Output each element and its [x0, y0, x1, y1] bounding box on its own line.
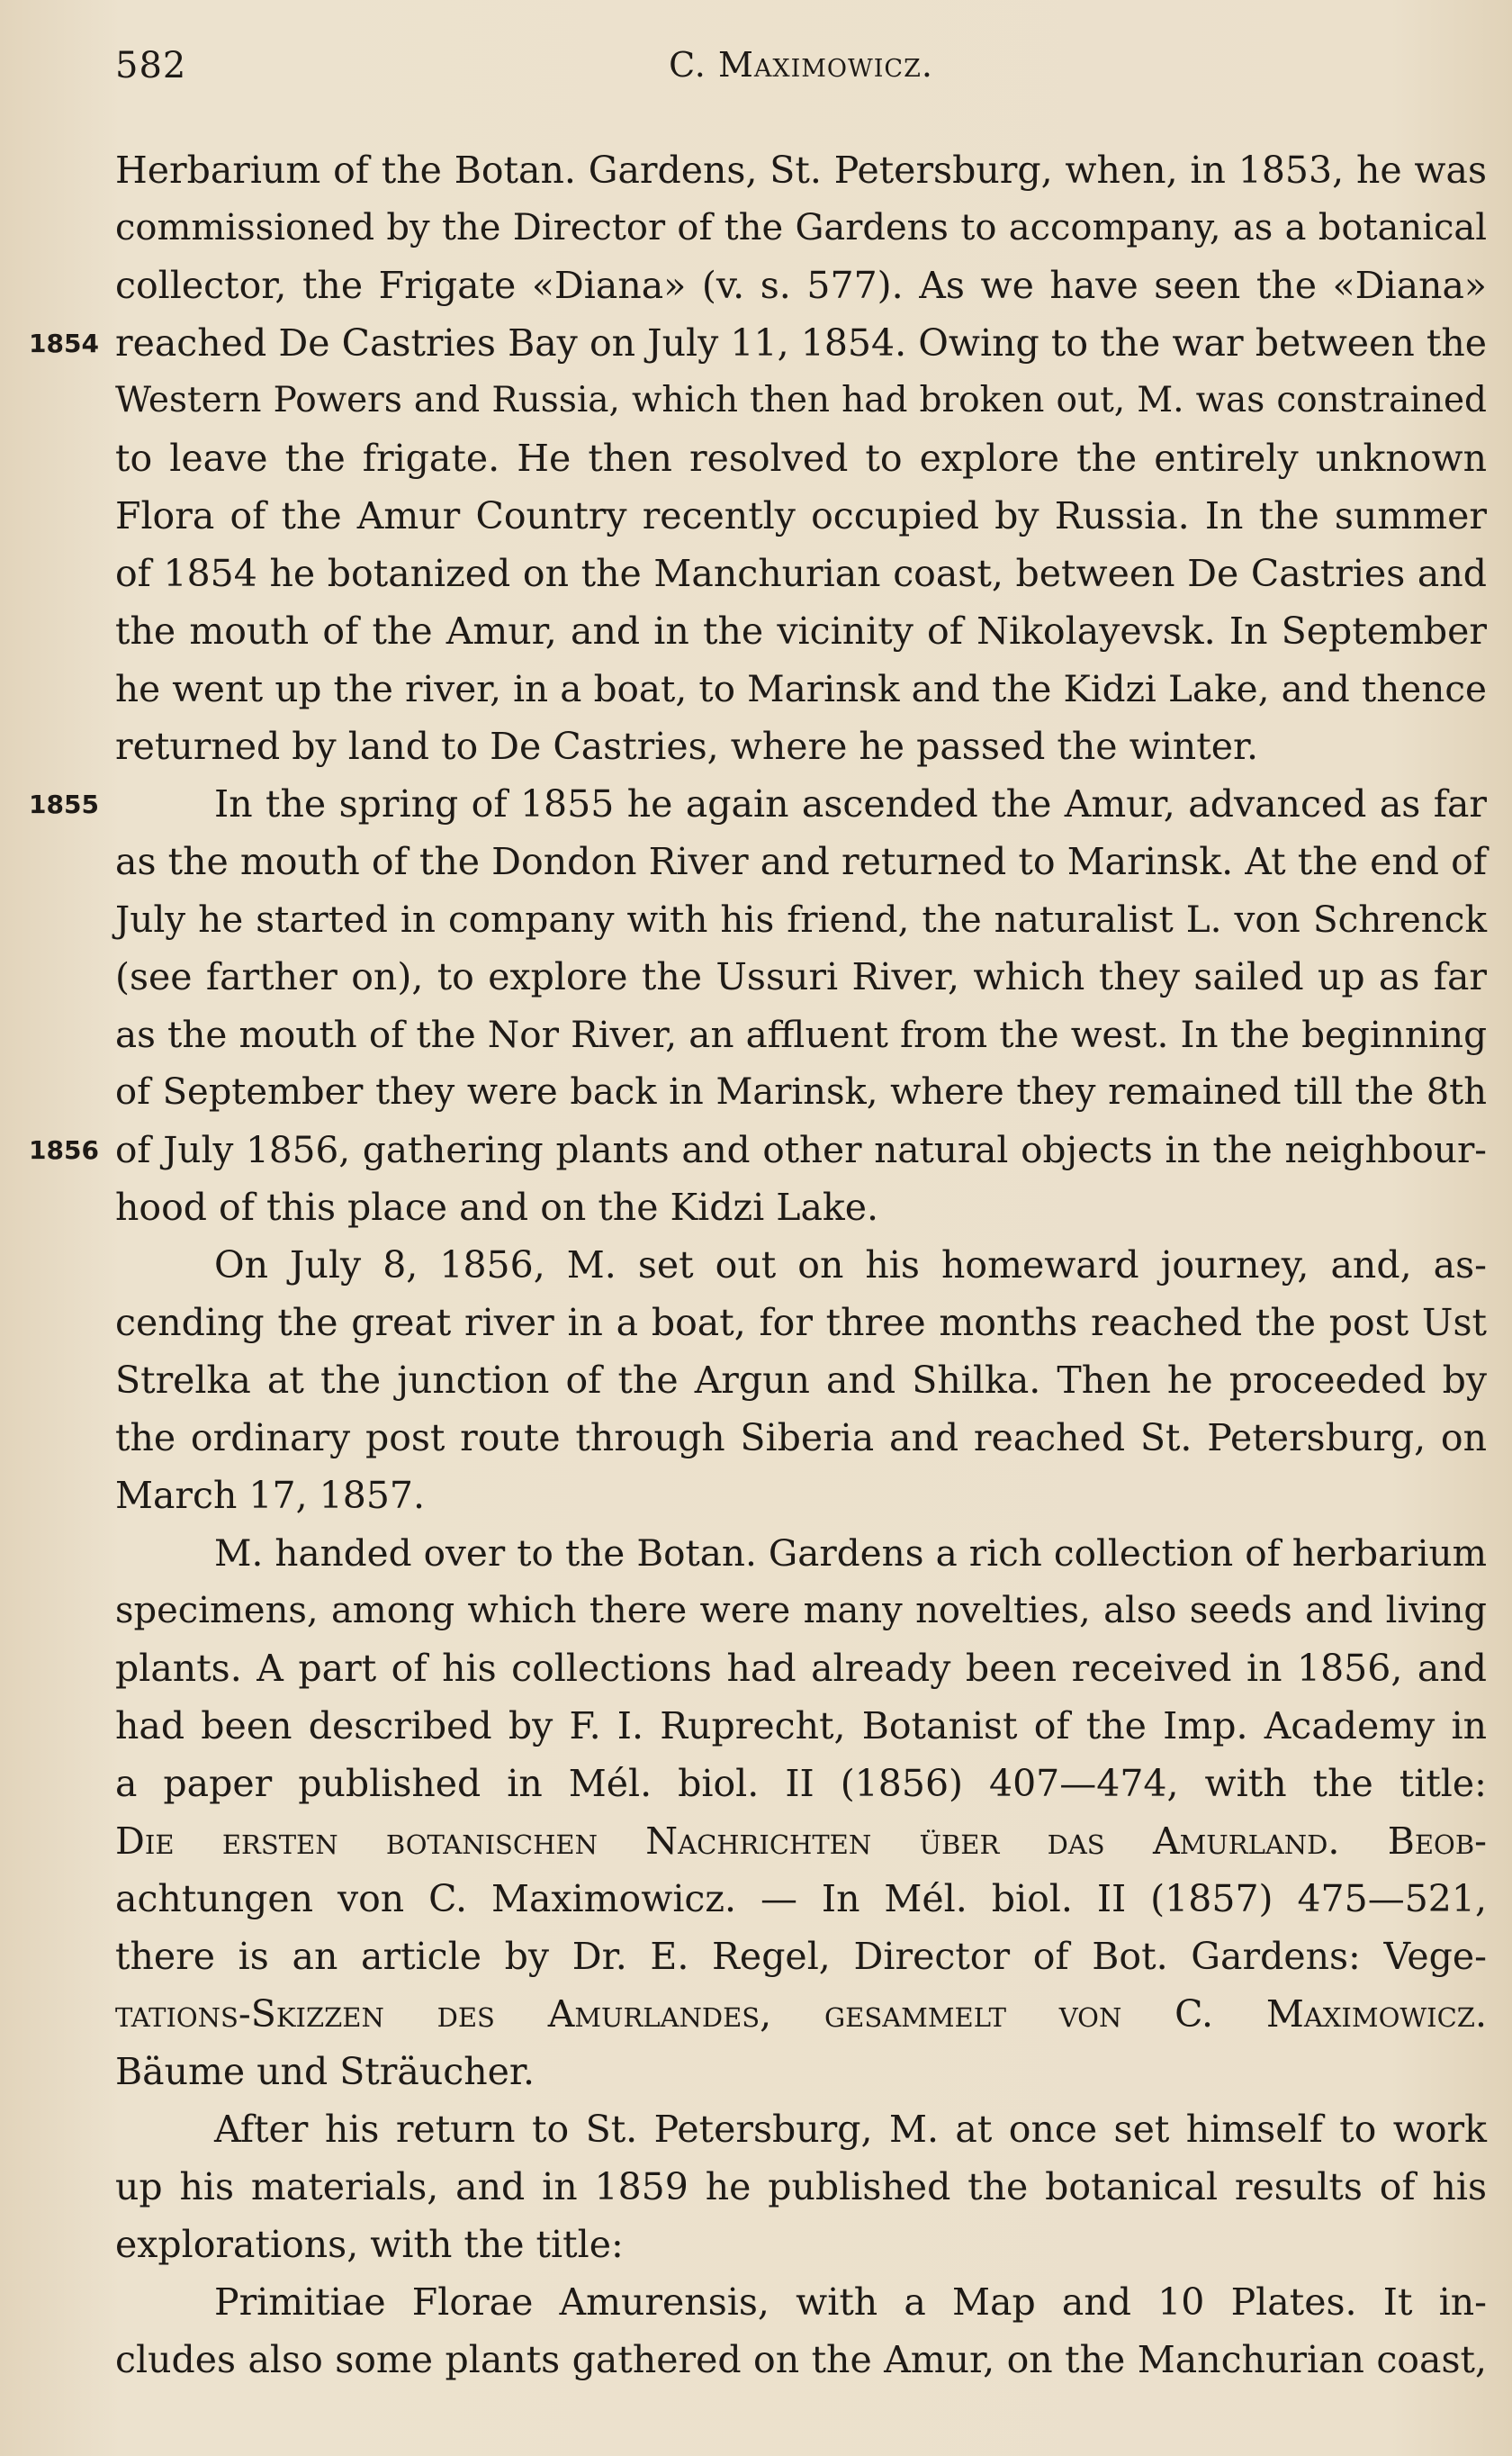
text-line: Western Powers and Russia, which then had broken out, M. was constrained: [115, 380, 1487, 420]
text-line: a paper published in Mél. biol. II (1856) 407—474, with the title:: [115, 1762, 1487, 1805]
text-line: of 1854 he botanized on the Manchurian coast, between De Castries and: [115, 552, 1487, 595]
text-line: hood of this place and on the Kidzi Lake.: [115, 1186, 879, 1229]
text-line: (see farther on), to explore the Ussuri River, which they sailed up as far: [115, 955, 1487, 998]
text-line: tations-Skizzen des Amurlandes, gesammelt von C. Maximowicz.: [115, 1992, 1487, 2036]
text-line: returned by land to De Castries, where he passed the winter.: [115, 725, 1259, 768]
text-line: of September they were back in Marinsk, where they remained till the 8th: [115, 1071, 1487, 1113]
text-line: plants. A part of his collections had already been received in 1856, and: [115, 1647, 1487, 1690]
margin-year-1855: 1855: [29, 790, 99, 819]
text-line: On July 8, 1856, M. set out on his homeward journey, and, as-: [214, 1243, 1487, 1287]
text-line: the mouth of the Amur, and in the vicinity of Nikolayevsk. In September: [115, 609, 1487, 653]
text-line: explorations, with the title:: [115, 2223, 624, 2266]
text-line: up his materials, and in 1859 he published the botanical results of his: [115, 2165, 1487, 2208]
text-line: March 17, 1857.: [115, 1474, 426, 1517]
text-line: of July 1856, gathering plants and other natural objects in the neighbour-: [115, 1128, 1487, 1171]
page-header: [115, 45, 1487, 103]
text-line: After his return to St. Petersburg, M. at once set himself to work: [214, 2108, 1487, 2151]
text-line: collector, the Frigate «Diana» (v. s. 577). As we have seen the «Diana»: [115, 264, 1487, 307]
body-text: [115, 141, 1487, 2388]
text-line: as the mouth of the Nor River, an affluent from the west. In the beginning: [115, 1013, 1487, 1056]
text-line: reached De Castries Bay on July 11, 1854. Owing to the war between the: [115, 321, 1487, 365]
text-line: the ordinary post route through Siberia and reached St. Petersburg, on: [115, 1416, 1487, 1459]
text-line: cludes also some plants gathered on the Amur, on the Manchurian coast,: [115, 2338, 1487, 2381]
text-line: commissioned by the Director of the Gardens to accompany, as a botanical: [115, 207, 1487, 248]
text-line: In the spring of 1855 he again ascended the Amur, advanced as far: [214, 782, 1487, 826]
text-line: Strelka at the junction of the Argun and Shilka. Then he proceeded by: [115, 1359, 1487, 1402]
text-line: there is an article by Dr. E. Regel, Director of Bot. Gardens: Vege-: [115, 1935, 1487, 1978]
text-line: he went up the river, in a boat, to Marinsk and the Kidzi Lake, and thence: [115, 667, 1487, 710]
running-title: C. Maximowicz.: [669, 45, 933, 85]
text-line: cending the great river in a boat, for three months reached the post Ust: [115, 1301, 1487, 1344]
text-line: specimens, among which there were many novelties, also seeds and living: [115, 1590, 1487, 1631]
text-line: Primitiae Florae Amurensis, with a Map and 10 Plates. It in-: [214, 2280, 1487, 2324]
text-line: Flora of the Amur Country recently occupied by Russia. In the summer: [115, 494, 1487, 537]
margin-year-1854: 1854: [29, 329, 99, 358]
text-line: to leave the frigate. He then resolved to explore the entirely unknown: [115, 437, 1487, 480]
text-line: achtungen von C. Maximowicz. — In Mél. biol. II (1857) 475—521,: [115, 1877, 1487, 1920]
page-number: 582: [115, 45, 187, 86]
text-line: M. handed over to the Botan. Gardens a rich collection of herbarium: [214, 1531, 1487, 1575]
margin-year-1856: 1856: [29, 1135, 99, 1165]
text-line: July he started in company with his friend, the naturalist L. von Schrenck: [115, 898, 1487, 941]
text-line: Bäume und Sträucher.: [115, 2050, 536, 2093]
text-line: Die ersten botanischen Nachrichten über das Amurland. Beob-: [115, 1819, 1487, 1863]
text-line: Herbarium of the Botan. Gardens, St. Petersburg, when, in 1853, he was: [115, 149, 1487, 192]
text-line: had been described by F. I. Ruprecht, Botanist of the Imp. Academy in: [115, 1704, 1487, 1747]
text-line: as the mouth of the Dondon River and returned to Marinsk. At the end of: [115, 840, 1487, 883]
